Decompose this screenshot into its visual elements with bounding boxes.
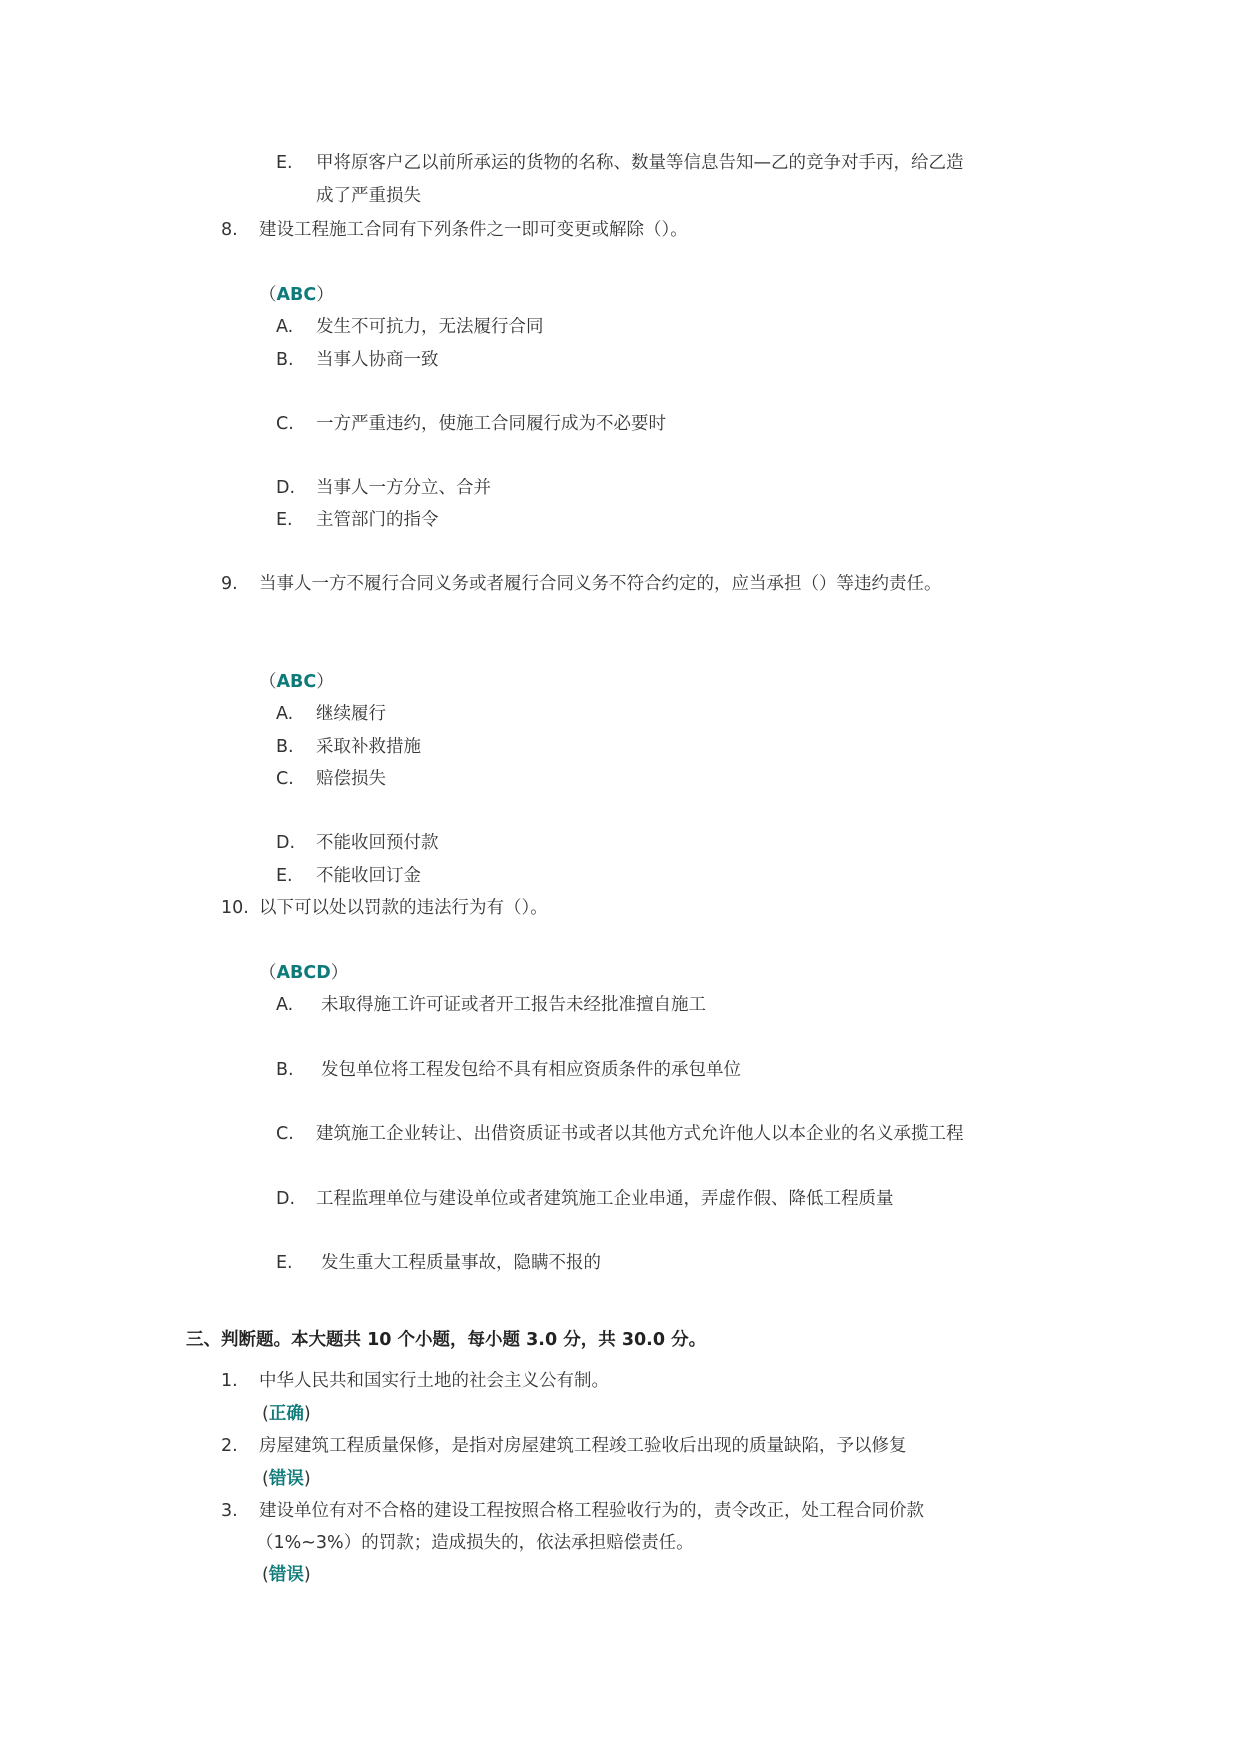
option-text: 工程监理单位与建设单位或者建筑施工企业串通，弄虚作假、降低工程质量 [316, 1189, 894, 1209]
option-text: 未取得施工许可证或者开工报告未经批准擅自施工 [321, 995, 706, 1015]
option-letter: B. [276, 350, 294, 370]
question-number: 1. [221, 1371, 238, 1391]
option-letter: A. [276, 704, 294, 724]
answer-line [259, 961, 348, 985]
question-text-continued: （1%~3%）的罚款；造成损失的，依法承担赔偿责任。 [256, 1533, 694, 1553]
question-number: 2. [221, 1436, 238, 1456]
option-text: 发生不可抗力，无法履行合同 [316, 317, 544, 337]
option-text: 发生重大工程质量事故，隐瞒不报的 [321, 1253, 601, 1273]
question-text: 房屋建筑工程质量保修，是指对房屋建筑工程竣工验收后出现的质量缺陷，予以修复 [259, 1436, 907, 1456]
answer-line [262, 1402, 311, 1426]
answer-close-paren: ） [316, 285, 334, 305]
option-letter: C. [276, 414, 294, 434]
option-letter: D. [276, 1189, 296, 1209]
option-letter: C. [276, 769, 294, 789]
option-letter: D. [276, 833, 296, 853]
answer-key: ABC [276, 285, 317, 305]
answer-close-paren: ） [330, 963, 349, 983]
answer-open-paren: （ [259, 285, 277, 305]
question-text: 当事人一方不履行合同义务或者履行合同义务不符合约定的，应当承担（）等违约责任。 [259, 574, 942, 594]
answer-line [262, 1563, 311, 1587]
option-text: 继续履行 [316, 704, 386, 724]
question-number: 8. [221, 220, 238, 240]
option-letter: E. [276, 866, 293, 886]
option-text: 甲将原客户乙以前所承运的货物的名称、数量等信息告知—乙的竞争对手丙，给乙造 [316, 153, 964, 173]
option-text: 一方严重违约，使施工合同履行成为不必要时 [316, 414, 666, 434]
option-text-continued: 成了严重损失 [316, 186, 421, 206]
question-text: 建设单位有对不合格的建设工程按照合格工程验收行为的，责令改正，处工程合同价款 [259, 1501, 924, 1521]
option-text: 建筑施工企业转让、出借资质证书或者以其他方式允许他人以本企业的名义承揽工程 [316, 1124, 964, 1144]
answer-open-paren: ( [262, 1469, 269, 1489]
option-text: 当事人一方分立、合并 [316, 478, 491, 498]
answer-key: ABCD [276, 963, 331, 983]
question-text: 以下可以处以罚款的违法行为有（）。 [259, 898, 548, 918]
option-text: 不能收回订金 [316, 866, 421, 886]
answer-open-paren: （ [259, 963, 277, 983]
answer-close-paren: ） [316, 672, 334, 692]
answer-key: 正确 [268, 1404, 304, 1424]
question-text: 中华人民共和国实行土地的社会主义公有制。 [259, 1371, 609, 1391]
answer-open-paren: （ [259, 672, 277, 692]
question-number: 10. [221, 898, 249, 918]
question-number: 9. [221, 574, 238, 594]
option-letter: E. [276, 510, 293, 530]
option-letter: C. [276, 1124, 294, 1144]
answer-key: ABC [276, 672, 317, 692]
option-text: 采取补救措施 [316, 737, 421, 757]
answer-close-paren: ) [303, 1404, 311, 1424]
option-text: 当事人协商一致 [316, 350, 439, 370]
option-letter: B. [276, 1060, 294, 1080]
option-letter: E. [276, 153, 293, 173]
option-text: 赔偿损失 [316, 769, 386, 789]
answer-open-paren: ( [262, 1404, 269, 1424]
option-letter: A. [276, 317, 294, 337]
answer-open-paren: ( [262, 1565, 269, 1585]
question-text: 建设工程施工合同有下列条件之一即可变更或解除（）。 [259, 220, 688, 240]
option-letter: A. [276, 995, 294, 1015]
option-letter: B. [276, 737, 294, 757]
option-text: 发包单位将工程发包给不具有相应资质条件的承包单位 [321, 1060, 741, 1080]
option-text: 不能收回预付款 [316, 833, 439, 853]
option-letter: D. [276, 478, 296, 498]
question-number: 3. [221, 1501, 238, 1521]
section-heading: 三、判断题。本大题共 10 个小题，每小题 3.0 分，共 30.0 分。 [186, 1330, 707, 1350]
option-letter: E. [276, 1253, 293, 1273]
answer-key: 错误 [268, 1469, 304, 1489]
answer-line [259, 283, 334, 307]
answer-line [259, 670, 334, 694]
answer-close-paren: ) [303, 1565, 311, 1585]
option-text: 主管部门的指令 [316, 510, 439, 530]
answer-close-paren: ) [303, 1469, 311, 1489]
answer-key: 错误 [268, 1565, 304, 1585]
answer-line [262, 1467, 311, 1491]
